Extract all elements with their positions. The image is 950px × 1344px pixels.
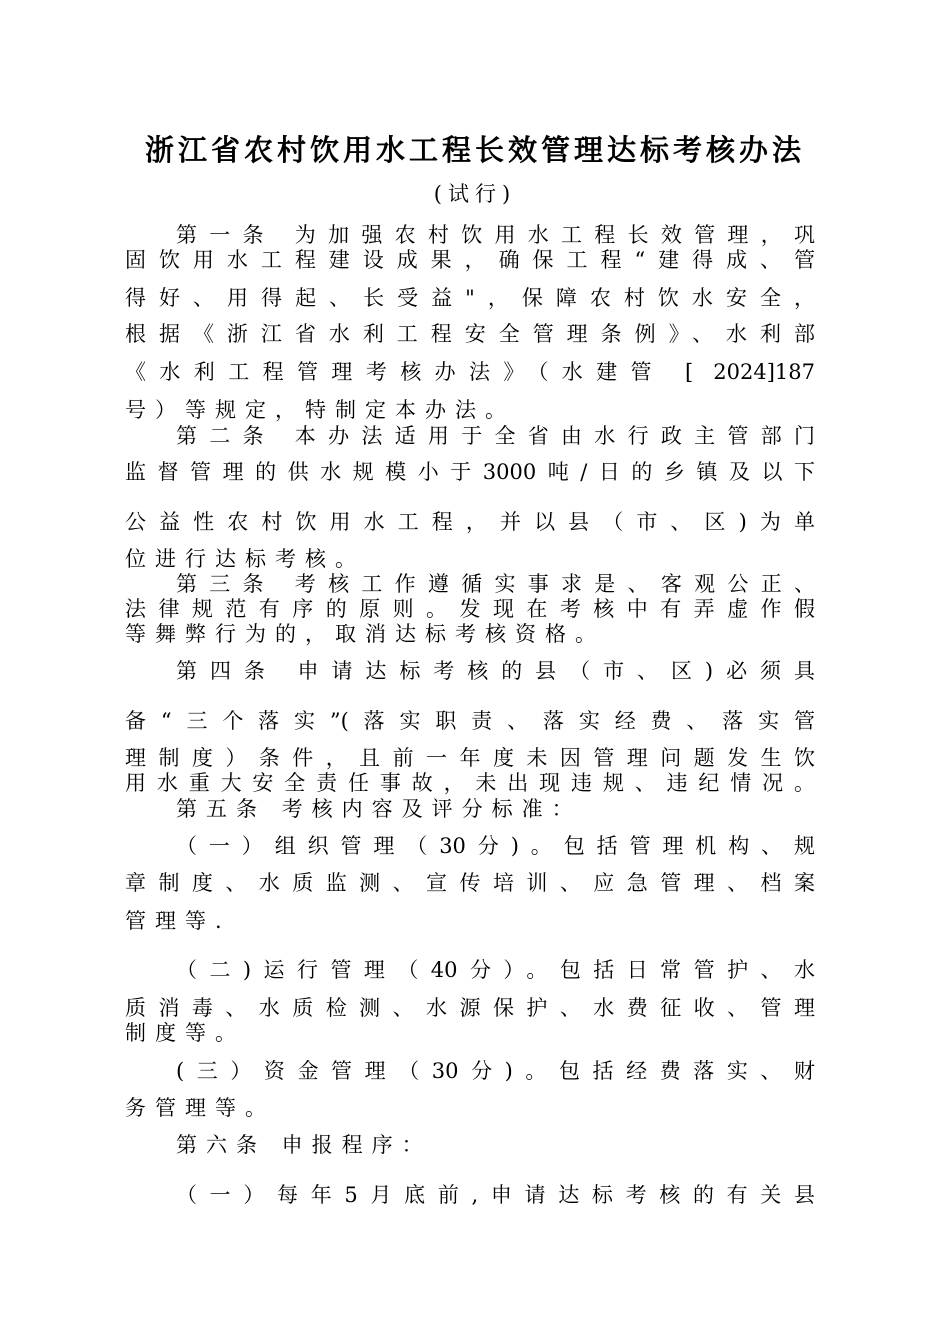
text-line: 固饮用水工程建设成果，确保工程“建得成、管 xyxy=(125,248,815,272)
text-line: 制度等。 xyxy=(125,1021,245,1045)
text-line: 号）等规定，特制定本办法。 xyxy=(125,398,515,422)
text-line: （二)运行管理（40分）。包括日常管护、水 xyxy=(176,958,815,982)
text-line: 法律规范有序的原则。发现在考核中有弄虚作假 xyxy=(125,597,815,621)
text-line: 得好、用得起、长受益"，保障农村饮水安全， xyxy=(125,286,815,310)
text-line: 第二条 本办法适用于全省由水行政主管部门 xyxy=(176,424,815,448)
document-subtitle: (试行) xyxy=(433,182,517,206)
text-line: 用水重大安全责任事故，未出现违规、违纪情况。 xyxy=(125,771,815,795)
text-line: 理制度）条件，且前一年度未因管理问题发生饮 xyxy=(125,746,815,770)
text-line: 位进行达标考核。 xyxy=(125,547,365,571)
text-line: 监督管理的供水规模小于3000吨/日的乡镇及以下 xyxy=(125,460,815,484)
text-line: 章制度、水质监测、宣传培训、应急管理、档案 xyxy=(125,871,815,895)
text-line: 根据《浙江省水利工程安全管理条例》、水利部 xyxy=(125,322,815,346)
text-line: 第六条 申报程序： xyxy=(176,1133,432,1157)
text-line: (三）资金管理（30分)。包括经费落实、财 xyxy=(176,1059,815,1083)
text-line: 务管理等。 xyxy=(125,1096,275,1120)
text-line: 第三条 考核工作遵循实事求是、客观公正、 xyxy=(176,572,815,596)
text-line: 《水利工程管理考核办法》（水建管 [ 2024]187 xyxy=(125,360,815,384)
document-title: 浙江省农村饮用水工程长效管理达标考核办法 xyxy=(144,133,805,167)
text-line: 第四条 申请达标考核的县（市、区)必须具 xyxy=(176,659,815,683)
text-line: （一）每年5月底前,申请达标考核的有关县 xyxy=(176,1183,815,1207)
text-line: （一）组织管理（30分)。包括管理机构、规 xyxy=(176,834,815,858)
text-line: 公益性农村饮用水工程，并以县（市、区)为单 xyxy=(125,510,815,534)
text-line: 第一条 为加强农村饮用水工程长效管理，巩 xyxy=(176,223,815,247)
text-line: 质消毒、水质检测、水源保护、水费征收、管理 xyxy=(125,996,815,1020)
text-line: 管理等. xyxy=(125,909,231,933)
text-line: 等舞弊行为的，取消达标考核资格。 xyxy=(125,622,605,646)
text-line: 第五条 考核内容及评分标准： xyxy=(176,797,582,821)
text-line: 备“三个落实”(落实职责、落实经费、落实管 xyxy=(125,709,815,733)
